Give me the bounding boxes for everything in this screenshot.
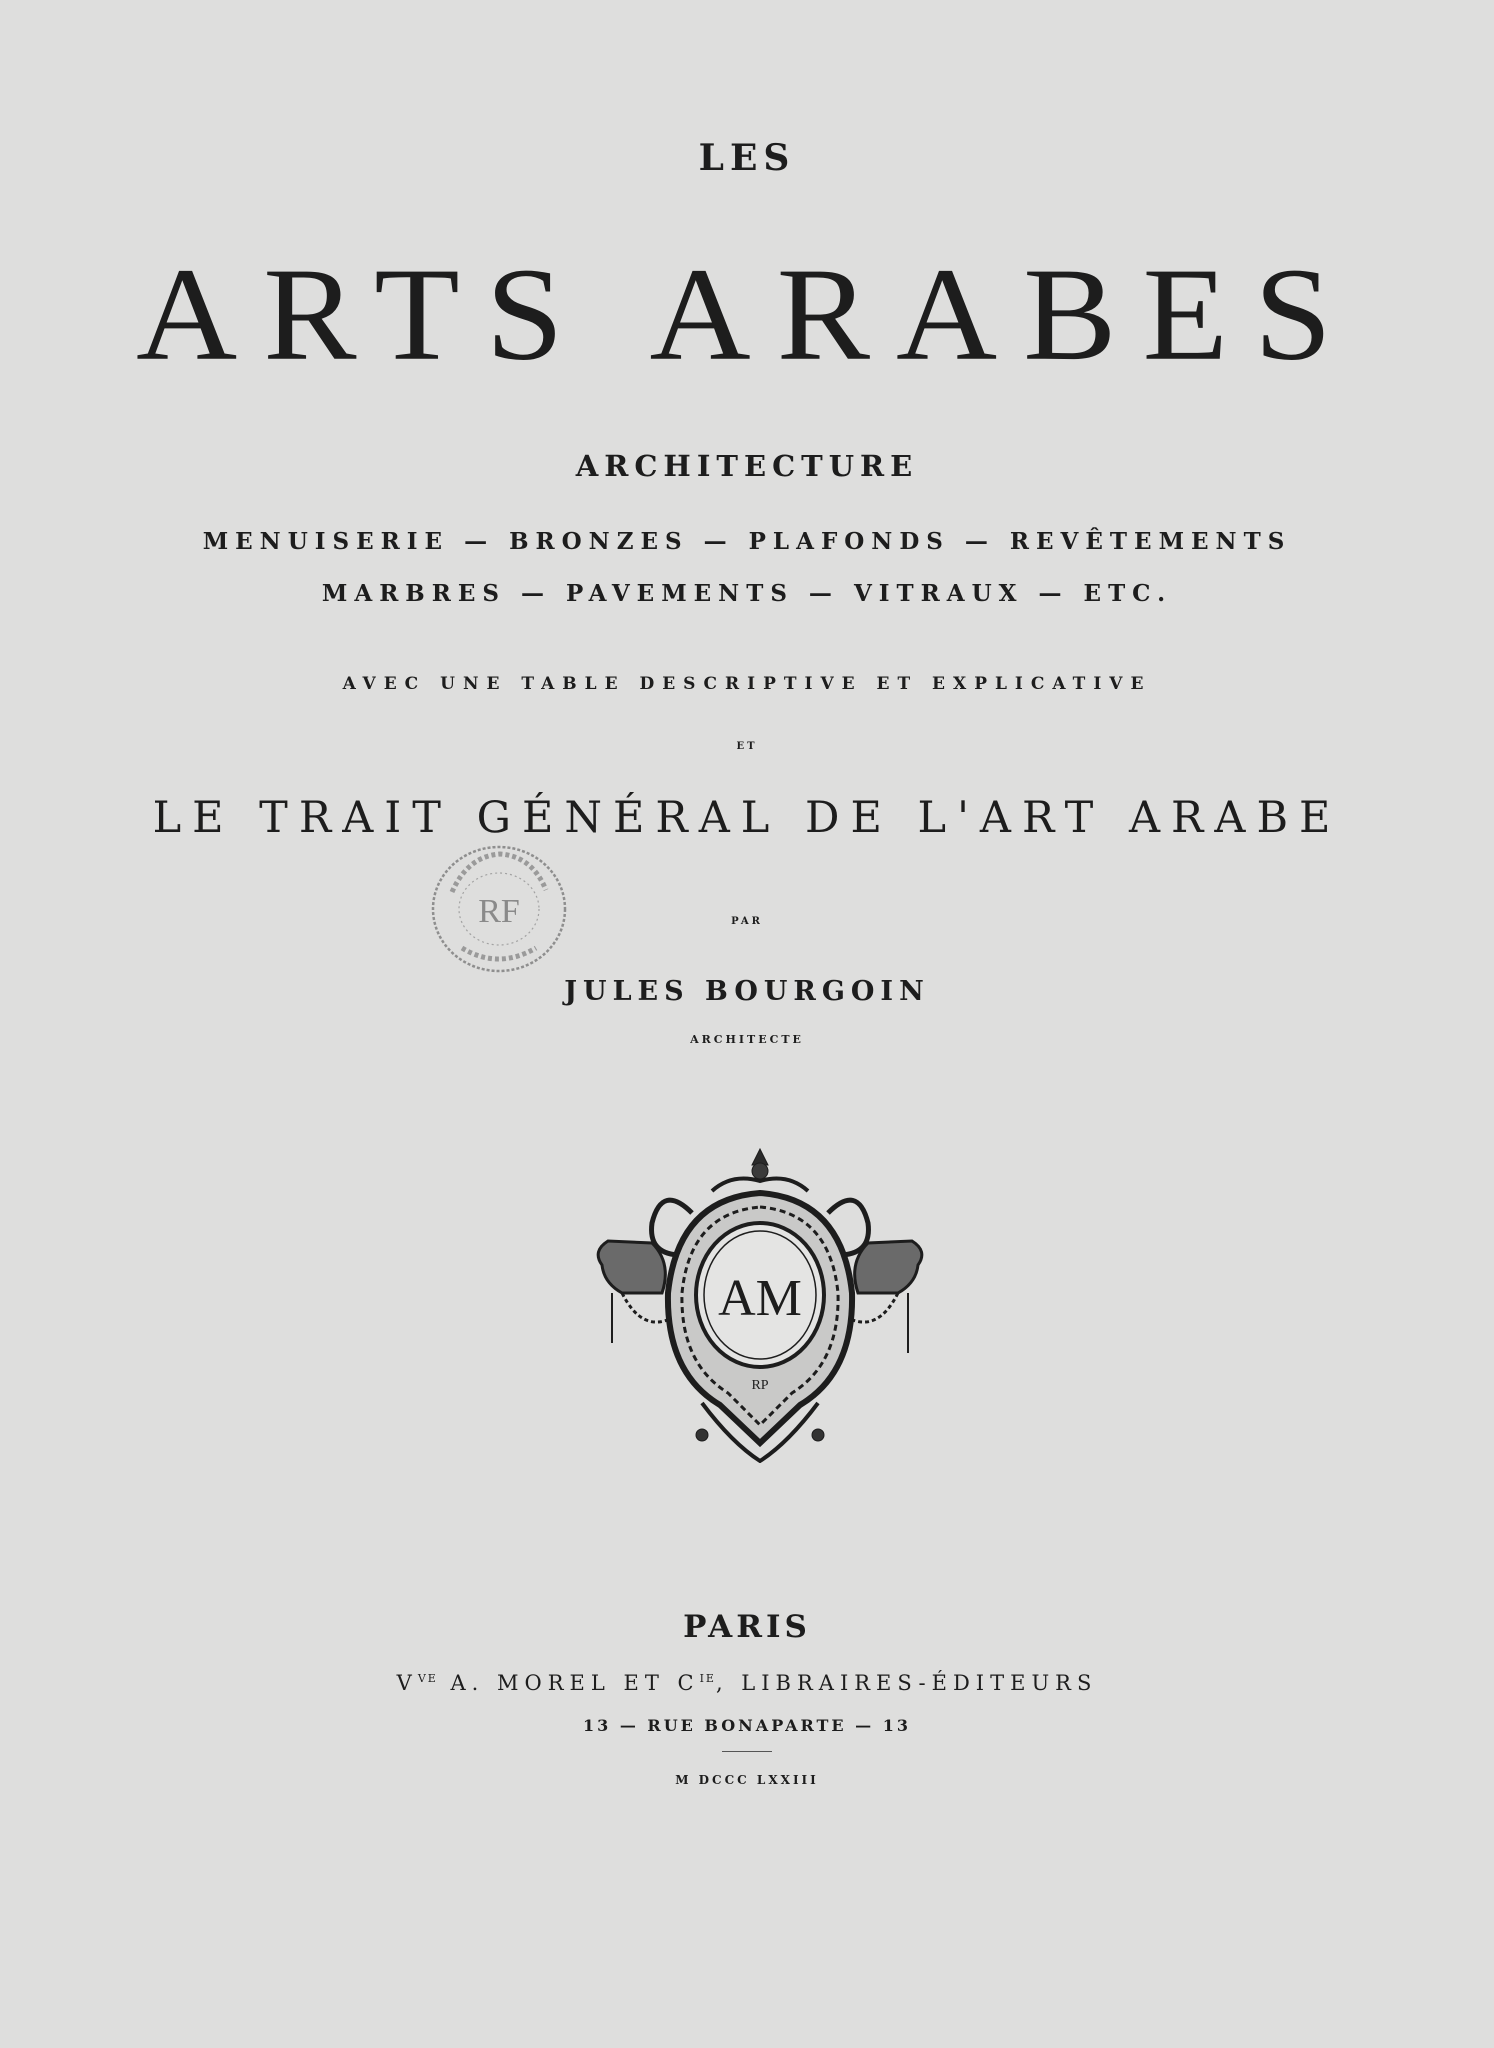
subject-heading: ARCHITECTURE (575, 449, 919, 483)
title-les: LES (698, 137, 796, 179)
publisher-emblem-icon (582, 1143, 938, 1463)
publisher-prefix: V (396, 1671, 418, 1695)
table-note: AVEC UNE TABLE DESCRIPTIVE ET EXPLICATIVE (342, 674, 1152, 694)
emblem-monogram: AM (718, 1270, 802, 1327)
imprint-divider (722, 1751, 772, 1752)
topics-line-1: MENUISERIE — BRONZES — PLAFONDS — REVÊTEMENTS (202, 528, 1292, 555)
conjunction: ET (736, 741, 758, 752)
imprint-city: PARIS (683, 1609, 811, 1645)
main-title-word-arts: ARTS (136, 240, 590, 389)
author-name: JULES BOURGOIN (564, 976, 930, 1007)
publisher-main: A. MOREL ET C (450, 1671, 700, 1695)
subtitle: LE TRAIT GÉNÉRAL DE L'ART ARABE (152, 793, 1342, 843)
publisher-sup: IE (699, 1672, 716, 1685)
by-line: PAR (731, 916, 763, 927)
library-stamp-icon (428, 840, 570, 978)
imprint-publisher (0, 1673, 1494, 1694)
imprint-address: 13 — RUE BONAPARTE — 13 (582, 1716, 912, 1735)
imprint-year: M DCCC LXXIII (675, 1773, 819, 1787)
author-role: ARCHITECTE (690, 1033, 804, 1046)
publisher-prefix-sup: VE (417, 1672, 438, 1685)
topics-line-2: MARBRES — PAVEMENTS — VITRAUX — ETC. (321, 580, 1173, 607)
emblem-small-monogram: RP (751, 1378, 769, 1393)
publisher-suffix: , LIBRAIRES-ÉDITEURS (715, 1671, 1098, 1695)
main-title (0, 240, 1494, 389)
stamp-monogram: RF (478, 893, 520, 930)
main-title-word-arabes: ARABES (649, 240, 1358, 389)
